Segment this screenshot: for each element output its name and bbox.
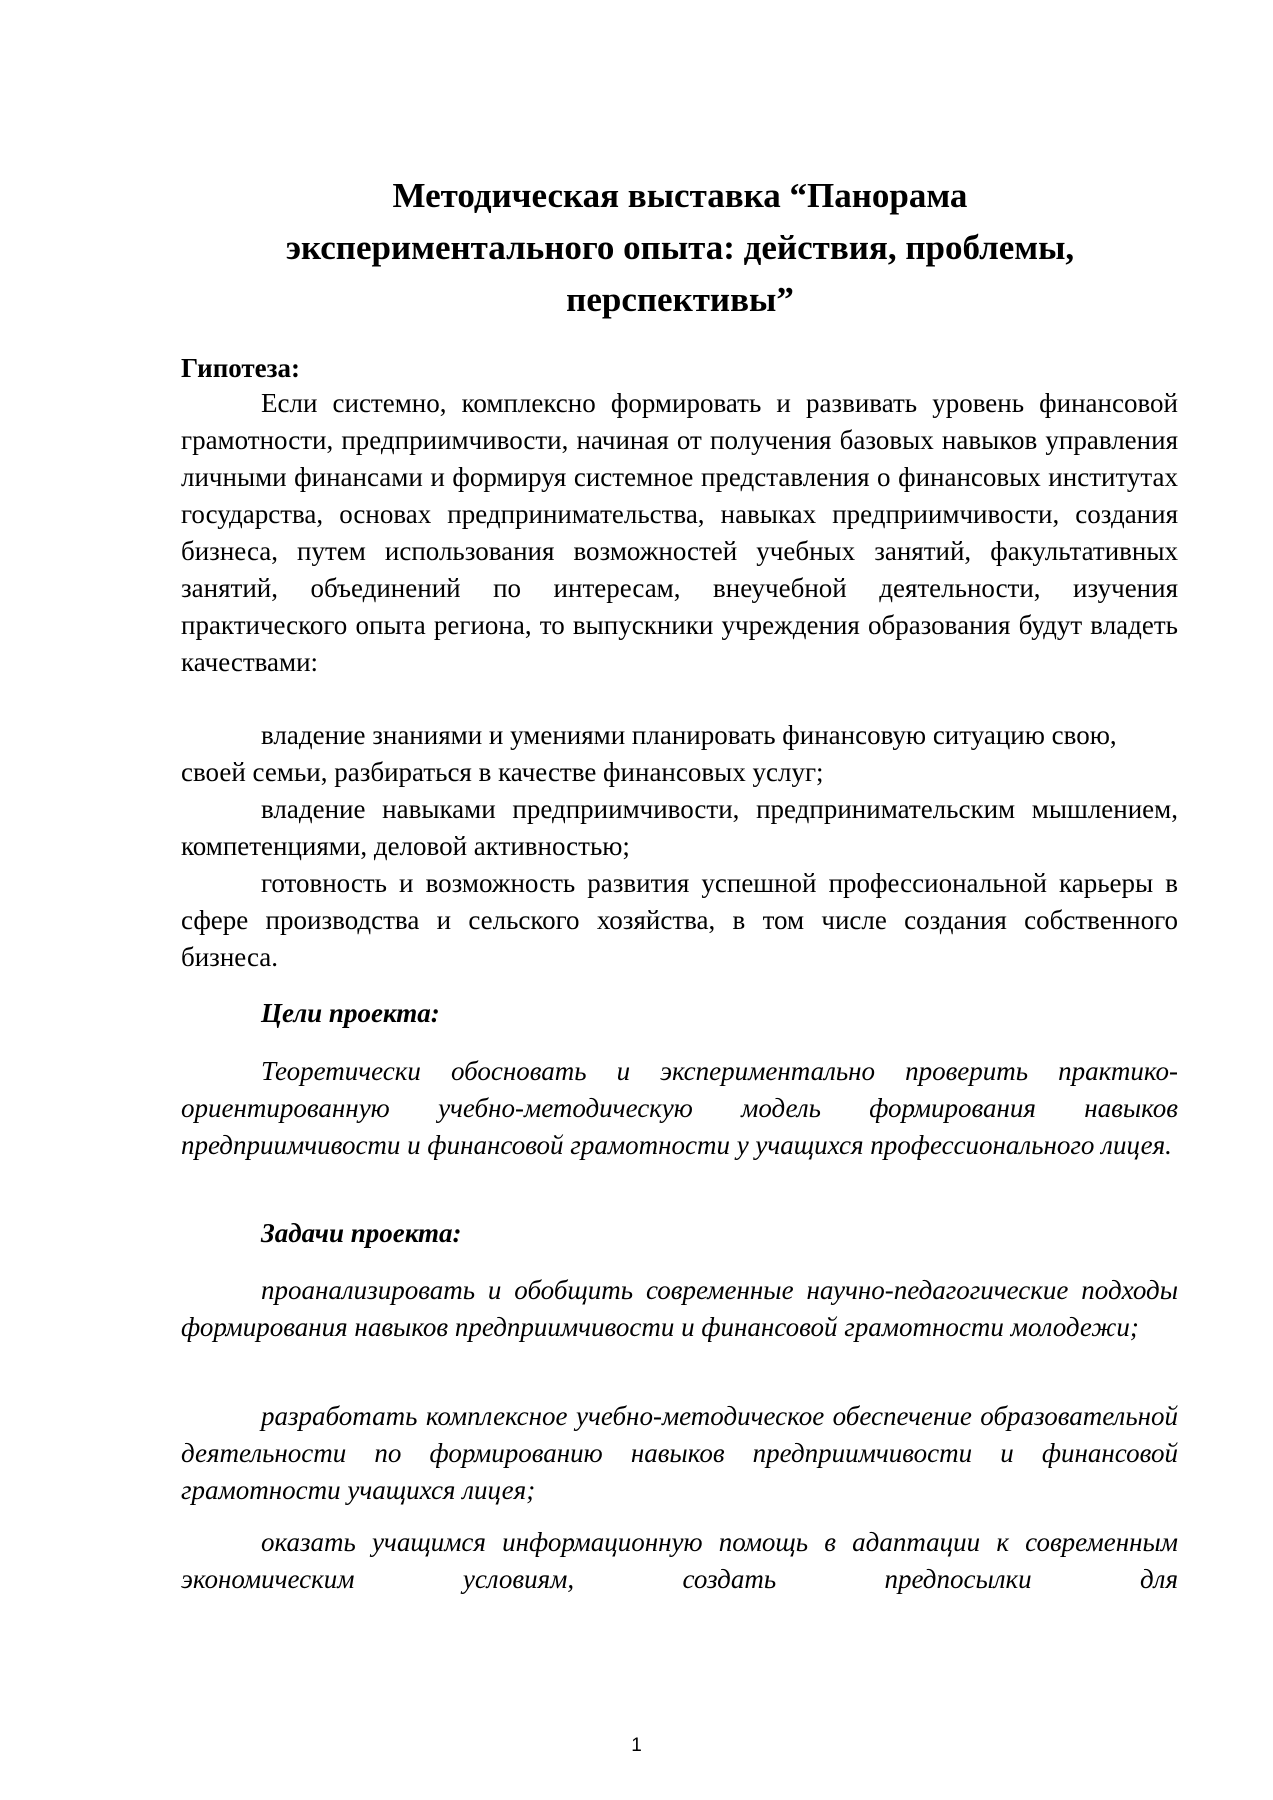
goals-paragraph: Теоретически обосновать и экспериментально проверить практико-ориентированную учебно-методическую модель формирования навыков предприимчивости и финансовой грамотности у учащихся профессионального лицея. bbox=[181, 1056, 1178, 1160]
page-title bbox=[180, 170, 1180, 326]
title-line: экспериментального опыта: действия, проблемы, bbox=[285, 228, 1075, 267]
tasks-heading: Задачи проекта: bbox=[261, 1218, 462, 1248]
hypothesis-paragraph: Если системно, комплексно формировать и развивать уровень финансовой грамотности, предприимчивости, начиная от получения базовых навыков управления личными финансами и формируя системное представления о финансовых институтах государства, основах предпринимательства, навыках предприимчивости, создания бизнеса, путем использования возможностей учебных занятий, факультативных занятий, объединений по интересам, внеучебной деятельности, изучения практического опыта региона, то выпускники учреждения образования будут владеть качествами: bbox=[181, 388, 1178, 677]
goals-heading: Цели проекта: bbox=[261, 998, 440, 1028]
title-line: Методическая выставка “Панорама bbox=[392, 176, 968, 215]
page-number: 1 bbox=[631, 1735, 642, 1756]
hypothesis-quality-item: готовность и возможность развития успешной профессиональной карьеры в сфере производства и сельского хозяйства, в том числе создания собственного бизнеса. bbox=[181, 868, 1178, 972]
hypothesis-heading: Гипотеза: bbox=[181, 353, 300, 383]
task-item: проанализировать и обобщить современные научно-педагогические подходы формирования навыков предприимчивости и финансовой грамотности молодежи; bbox=[181, 1275, 1178, 1342]
title-line: перспективы” bbox=[566, 280, 794, 319]
task-item: разработать комплексное учебно-методическое обеспечение образовательной деятельности по формированию навыков предприимчивости и финансовой грамотности учащихся лицея; bbox=[181, 1401, 1178, 1505]
task-item: оказать учащимся информационную помощь в адаптации к современным экономическим условиям, создать предпосылки для bbox=[181, 1527, 1178, 1594]
hypothesis-quality-item: владение навыками предприимчивости, предпринимательским мышлением, компетенциями, деловой активностью; bbox=[181, 794, 1178, 861]
hypothesis-quality-item: владение знаниями и умениями планировать финансовую ситуацию свою, своей семьи, разбираться в качестве финансовых услуг; bbox=[181, 720, 1117, 787]
